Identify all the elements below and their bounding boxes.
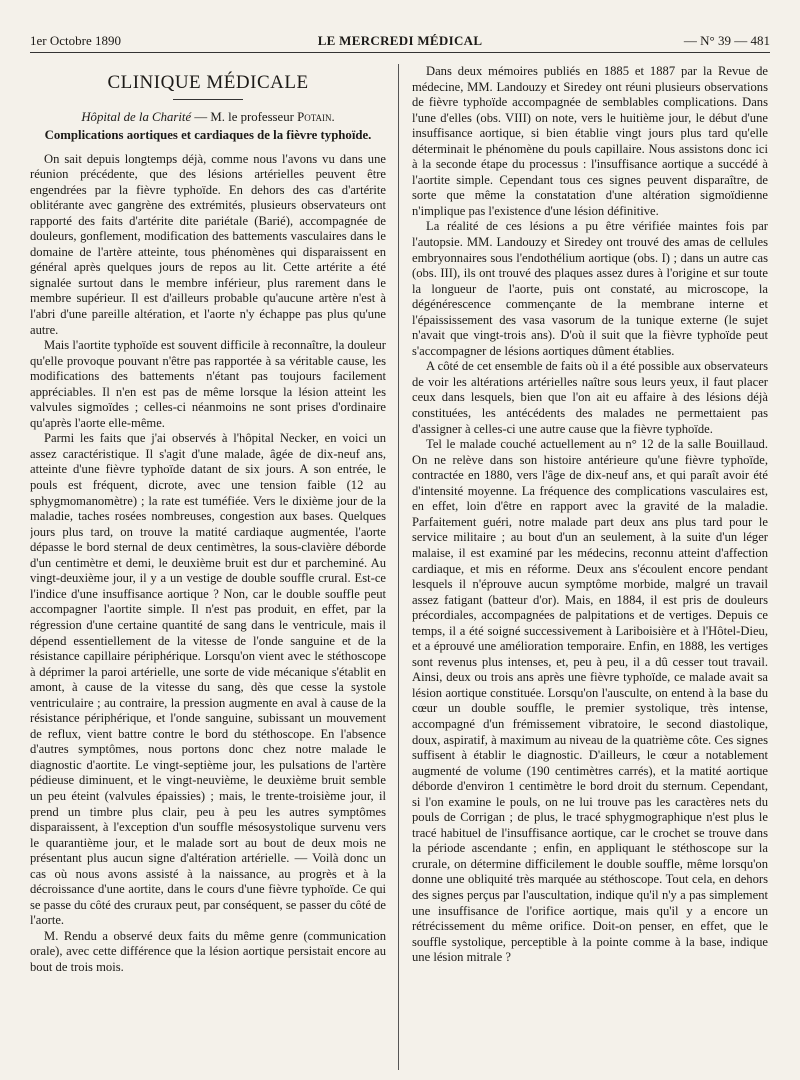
- hospital-line: [30, 110, 386, 126]
- right-paragraph: Tel le malade couché actuellement au n° 12 de la salle Bouillaud. On ne relève dans son histoire antérieure qu'une fièvre typhoïde, contractée en 1880, vers l'âge de dix-neuf ans, et qui paraît avoir été d'intensité moyenne. La fréquence des complications vasculaires est, en effet, loin d'être en rapport avec la gravité de la maladie. Parfaitement guéri, notre malade part deux ans plus tard pour le service militaire ; au bout d'un an seulement, à la suite d'un léger malaise, il est examiné par les médecins, reconnu atteint d'affection cardiaque, et mis en réforme. Deux ans s'écoulent encore pendant lesquels il n'éprouve aucun symptôme morbide, malgré un travail assez fatigant (batteur d'or). Mais, en 1884, il est pris de douleurs précordiales, accompagnées de palpitations et de vertiges. Depuis ce temps, il a été soigné successivement à Lariboisière et à l'Hôtel-Dieu, et a éprouvé une amélioration temporaire. Enfin, en 1888, les vertiges sont revenus plus intenses, et, peu à peu, il a dû cesser tout travail. Ainsi, deux ou trois ans après une fièvre typhoïde, ce malade avait sa lésion aortique constituée. Lorsqu'on l'ausculte, on entend à la base du cœur un double souffle, le premier systolique, très intense, accompagné d'un frémissement vibratoire, le second diastolique, doux, aspiratif, à maximum au niveau de la quatrième côte. Ces signes suffisent à établir le diagnostic. D'ailleurs, le cœur a notablement augmenté de volume (190 centimètres carrés), et la matité aortique déborde d'environ 1 centimètre le bord droit du sternum. Cependant, si l'on examine le pouls, on ne lui trouve pas les caractères nets du pouls de Corrigan ; de plus, le tracé sphygmographique n'est plus le tracé habituel de l'insuffisance aortique, car le crochet se trouve dans la période ascendante ; enfin, en appliquant le stéthoscope sur la crurale, on détermine difficilement le double souffle, même lorsqu'on donne une obliquité très marquée au stéthoscope. Tout cela, en dehors des signes perçus par l'auscultation, indique qu'il n'y a pas simplement une insuffisance de l'orifice aortique, mais qu'il y a encore un rétrécissement du même orifice. Doit-on penser, en effet, que le souffle systolique, perceptible à la pointe comme à la base, indique une lésion mitrale ?: [412, 437, 768, 965]
- hospital-dash: —: [194, 110, 208, 124]
- left-paragraph: M. Rendu a observé deux faits du même genre (communication orale), avec cette différence que la lésion aortique persistait encore au bout de trois mois.: [30, 928, 386, 974]
- left-paragraph: On sait depuis longtemps déjà, comme nous l'avons vu dans une réunion précédente, que des lésions artérielles peuvent être engendrées par la fièvre typhoïde. En dehors des cas d'artérite oblitérante avec gangrène des extrémités, plusieurs observateurs ont rapporté des faits d'artérite dite pariétale (Barié), accompagnée de douleurs, gonflement, modification des battements vasculaires dans le domaine de l'artère atteinte, tous phénomènes qui disparaissent en général après quelques jours de repos au lit. Cette artérite a été signalée surtout dans le membre inférieur, plus rarement dans le membre supérieur. Il est d'ailleurs probable qu'aucune artère n'est à l'abri d'une pareille altération, et l'aorte n'y échappe pas plus qu'une autre.: [30, 151, 386, 337]
- section-title: CLINIQUE MÉDICALE: [107, 72, 309, 93]
- running-head: [30, 32, 770, 53]
- right-column: [412, 64, 768, 1070]
- left-column: [30, 64, 386, 1070]
- issue-date: 1er Octobre 1890: [30, 33, 121, 48]
- author-name: Potain.: [297, 110, 335, 124]
- author-prefix: M. le professeur: [210, 110, 294, 124]
- right-paragraph: Dans deux mémoires publiés en 1885 et 1887 par la Revue de médecine, MM. Landouzy et Siredey ont réuni plusieurs observations de fièvre typhoïde accompagnée de semblables complications. Dans l'une d'elles (obs. VIII) on note, vers le huitième jour, le début d'une insuffisance aortique, si bien établie vingt jours plus tard qu'elle déterminait le phénomène du pouls capillaire. Nous assistons donc ici à la seconde étape du processus : l'insuffisance aortique a succédé à l'aortite simple. Cependant tous ces signes peuvent disparaître, de sorte que même la constatation d'une altération sigmoïdienne n'implique pas l'existence d'une lésion définitive.: [412, 64, 768, 218]
- issue-page-number: — N° 39 — 481: [683, 33, 770, 48]
- left-paragraph: Mais l'aortite typhoïde est souvent difficile à reconnaître, la douleur qu'elle provoque pouvant n'être pas rapportée à sa véritable cause, les modifications des battements n'étant pas toujours facilement appréciables. Il n'en est pas de même lorsque la lésion atteint les valvules sigmoïdes ; celles-ci néanmoins ne sont prises d'ordinaire qu'après l'aorte elle-même.: [30, 338, 386, 430]
- hospital-name: Hôpital de la Charité: [81, 110, 192, 124]
- column-divider: [398, 64, 399, 1070]
- article-subtitle: Complications aortiques et cardiaques de la fièvre typhoïde.: [44, 127, 372, 142]
- title-rule: [173, 99, 243, 100]
- right-paragraph: A côté de cet ensemble de faits où il a été possible aux observateurs de voir les altérations artérielles naître sous leurs yeux, il faut placer ceux dans lesquels, bien que l'on ait eu affaire à des lésions déjà constituées, les antécédents des malades ne permettaient pas d'assigner à celles-ci une autre cause que la fièvre typhoïde.: [412, 359, 768, 436]
- right-paragraph: La réalité de ces lésions a pu être vérifiée maintes fois par l'autopsie. MM. Landouzy et Siredey ont trouvé des amas de cellules embryonnaires sous l'endothélium aortique (obs. I) ; dans un autre cas (obs. III), ils ont trouvé des plaques assez dures à l'origine et sur toute la longueur de l'aorte, puis ont constaté, au microscope, la dégénérescence commençante de la membrane interne et l'épaississement des vasa vasorum de la tunique externe (le sujet n'avait que vingt-trois ans). D'où il suit que la fièvre typhoïde peut s'accompagner de lésions aortiques dûment établies.: [412, 219, 768, 358]
- journal-title: LE MERCREDI MÉDICAL: [317, 33, 483, 48]
- left-paragraph: Parmi les faits que j'ai observés à l'hôpital Necker, en voici un assez caractéristique. Il s'agit d'une malade, âgée de dix-neuf ans, atteinte d'une fièvre typhoïde datant de six jours. A son entrée, le pouls est fréquent, dicrote, avec une tension faible (12 au sphygmomanomètre) ; la rate est tuméfiée. Vers le dixième jour de la maladie, taches rosées nombreuses, congestion aux bases. Quelques jours plus tard, on trouve la matité cardiaque augmentée, l'aorte dépasse le bord sternal de deux centimètres, la sous-clavière déborde d'un centimètre et demi, le deuxième bruit est dur et parcheminé. Au vingt-deuxième jour, il y a un vestige de double souffle crural. Est-ce l'indice d'une insuffisance aortique ? Non, car le double souffle peut accompagner l'aortite simple. Il n'est pas produit, en effet, par la régression d'une certaine quantité de sang dans le ventricule, mais il dépend essentiellement de la vitesse de l'onde sanguine et de la résistance capillaire périphérique. Lorsqu'on vient avec le stéthoscope à déprimer la paroi artérielle, une sorte de vide mécanique s'établit en amont, à cause de la vitesse du sang, dès que cesse la systole ventriculaire ; au contraire, la pression augmente en aval à cause de la résistance périphérique, et l'onde sanguine, subissant un mouvement de reflux, vient battre contre le bord du stéthoscope. En l'absence d'autres symptômes, nous portons donc chez notre malade le diagnostic d'aortite. Le vingt-septième jour, les pulsations de l'artère pédieuse diminuent, et le vingt-neuvième, le deuxième bruit semble un peu éteint (valvules épaissies) ; mais, le trente-troisième jour, il prend un timbre plus clair, peu à peu les autres symptômes disparaissent, à l'exception d'un souffle mésosystolique survenu vers le quarantième jour, et le malade sort au bout de deux mois ne présentant plus aucun signe d'altération artérielle. — Voilà donc un cas où nous avons assisté à la naissance, au progrès et à la décroissance d'une aortite, dans le cours d'une fièvre typhoïde. Ce qui se passe du côté des cruraux peut, par conséquent, se passer du côté de l'aorte.: [30, 431, 386, 928]
